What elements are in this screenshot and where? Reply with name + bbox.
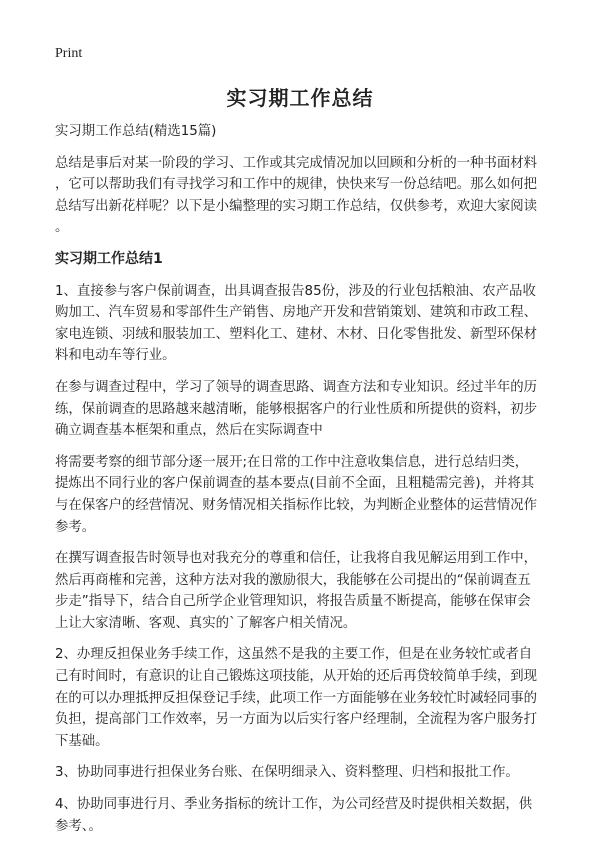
subtitle: 实习期工作总结(精选15篇) — [55, 124, 217, 139]
text-line: 1、直接参与客户保前调查，出具调查报告85份，涉及的行业包括粮油、农产品收 — [55, 283, 536, 299]
text-line: 料和电动车等行业。 — [55, 348, 176, 364]
body-paragraph — [55, 281, 555, 367]
text-line: 上让大家清晰、客观、真实的`了解客户相关情况。 — [55, 615, 357, 631]
intro-paragraph — [55, 153, 555, 239]
text-line: 参考、。 — [55, 818, 102, 834]
text-line: 下基础。 — [55, 733, 109, 749]
text-line: 负担，提高部门工作效率，另一方面为以后实行客户经理制，全流程为客户服务打 — [55, 712, 538, 728]
text-line: 总结是事后对某一阶段的学习、工作或其完成情况加以回顾和分析的一种书面材料 — [55, 155, 538, 171]
text-line: 练，保前调查的思路越来越清晰，能够根据客户的行业性质和所提供的资料，初步 — [55, 401, 538, 417]
text-line: 4、协助同事进行月、季业务指标的统计工作，为公司经营及时提供相关数据，供 — [55, 797, 533, 813]
body-paragraph — [55, 794, 555, 837]
text-line: 家电连锁、羽绒和服装加工、塑料化工、建材、木材、日化零售批发、新型环保材 — [55, 326, 538, 342]
text-line: 步走”指导下，结合自己所学企业管理知识，将报告质量不断提高，能够在保审会 — [55, 594, 531, 610]
text-line: 与在保客户的经营情况、财务情况相关指标作比较，为判断企业整体的运营情况作 — [55, 497, 538, 513]
text-line: 参考。 — [55, 519, 96, 535]
text-line: 购加工、汽车贸易和零部件生产销售、房地产开发和营销策划、建筑和市政工程、 — [55, 305, 538, 321]
text-line: 在参与调查过程中，学习了领导的调查思路、调查方法和专业知识。经过半年的历 — [55, 379, 538, 395]
body-paragraph — [55, 377, 555, 442]
body-paragraph — [55, 762, 555, 784]
body-paragraph — [55, 644, 555, 752]
body-paragraph — [55, 548, 555, 634]
print-link[interactable]: Print — [55, 46, 83, 61]
section-heading: 实习期工作总结1 — [55, 250, 163, 267]
text-line: 将需要考察的细节部分逐一展开;在日常的工作中注意收集信息，进行总结归类， — [55, 454, 529, 470]
document-body — [55, 121, 555, 847]
text-line: 己有时间时，有意识的让自己锻炼这项技能，从开始的还后再贷较简单手续，到现 — [55, 669, 538, 685]
text-line: 确立调查基本框架和重点，然后在实际调查中 — [55, 423, 323, 439]
text-line: 然后再商榷和完善，这种方法对我的激励很大，我能够在公司提出的“保前调查五 — [55, 572, 531, 588]
text-line: 总结写出新花样呢？以下是小编整理的实习期工作总结，仅供参考，欢迎大家阅读 — [55, 198, 538, 214]
section-paragraphs — [55, 281, 555, 838]
text-line: 。 — [55, 220, 69, 236]
text-line: 3、协助同事进行担保业务台账、在保明细录入、资料整理、归档和报批工作。 — [55, 765, 519, 781]
text-line: 在撰写调查报告时领导也对我充分的尊重和信任，让我将自我见解运用到工作中， — [55, 551, 538, 567]
body-paragraph — [55, 452, 555, 538]
text-line: ，它可以帮助我们有寻找学习和工作中的规律，快快来写一份总结吧。那么如何把 — [55, 177, 538, 193]
text-line: 在的可以办理抵押反担保登记手续，此项工作一方面能够在业务较忙时减轻同事的 — [55, 690, 538, 706]
text-line: 2、办理反担保业务手续工作，这虽然不是我的主要工作，但是在业务较忙或者自 — [55, 647, 533, 663]
document-title: 实习期工作总结 — [226, 86, 374, 110]
text-line: 提炼出不同行业的客户保前调查的基本要点(目前不全面，且粗糙需完善)，并将其 — [55, 476, 535, 492]
